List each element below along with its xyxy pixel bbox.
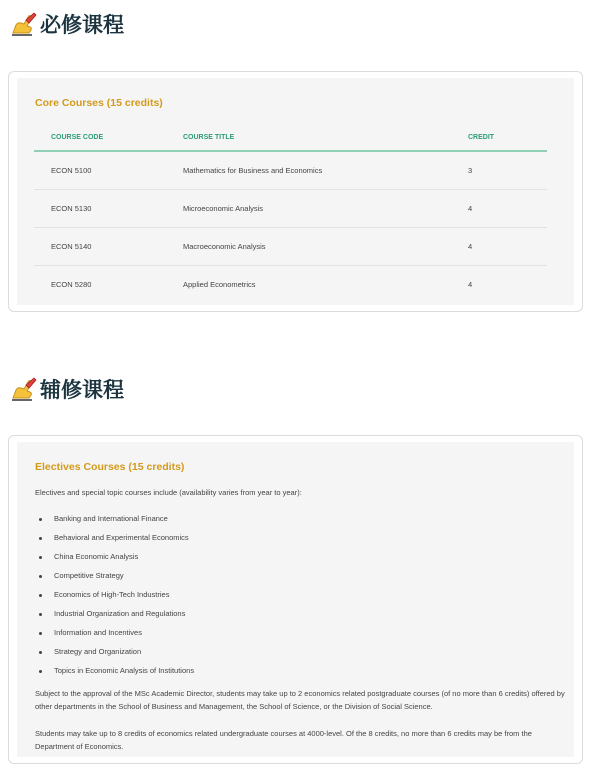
course-title: Applied Econometrics (183, 279, 256, 289)
core-courses-title: Core Courses (15 credits) (35, 97, 163, 109)
list-item-label: Information and Incentives (54, 628, 142, 637)
table-header-row (34, 125, 547, 151)
list-item (35, 666, 194, 685)
elective-intro-text: Electives and special topic courses include (availability varies from year to year): (35, 488, 302, 497)
core-courses-panel (17, 78, 574, 305)
bullet-icon (39, 537, 42, 540)
column-header-credit: CREDIT (451, 125, 547, 151)
writing-hand-icon (10, 376, 38, 402)
table-row (34, 151, 547, 189)
course-credit: 4 (468, 279, 473, 289)
elective-courses-card (8, 435, 583, 764)
bullet-icon (39, 518, 42, 521)
course-code: ECON 5100 (34, 151, 166, 189)
course-code: ECON 5140 (34, 227, 166, 265)
course-code: ECON 5280 (51, 279, 92, 289)
list-item (35, 552, 194, 571)
table-row (34, 189, 547, 227)
elective-list (35, 514, 194, 685)
course-credit: 4 (451, 227, 547, 265)
undergraduate-policy-text: Students may take up to 8 credits of economics related undergraduate courses at 4000-level. Of the 8 credits, no more than 6 credits may be from the Department of Economics. (35, 729, 532, 751)
table-row (34, 265, 547, 303)
elective-courses-title: Electives Courses (15 credits) (35, 461, 185, 473)
elective-section-heading (10, 374, 124, 404)
course-title: Macroeconomic Analysis (166, 227, 451, 265)
elective-section-title: 辅修课程 (40, 378, 124, 402)
course-title: Microeconomic Analysis (166, 189, 451, 227)
course-credit: 4 (451, 189, 547, 227)
list-item-label: China Economic Analysis (54, 552, 139, 561)
bullet-icon (39, 575, 42, 578)
column-header-title: COURSE TITLE (166, 125, 451, 151)
writing-hand-icon (10, 11, 38, 37)
list-item (35, 514, 194, 533)
bullet-icon (39, 613, 42, 616)
list-item (35, 609, 194, 628)
list-item-label: Topics in Economic Analysis of Institutions (54, 666, 195, 675)
course-credit: 3 (451, 151, 547, 189)
core-section-heading (10, 9, 124, 39)
elective-courses-panel (17, 442, 574, 757)
table-row (34, 227, 547, 265)
course-code: ECON 5130 (34, 189, 166, 227)
list-item (35, 533, 194, 552)
list-item-label: Strategy and Organization (54, 647, 142, 656)
course-title: Mathematics for Business and Economics (166, 151, 451, 189)
core-courses-table (34, 125, 547, 303)
list-item-label: Industrial Organization and Regulations (54, 609, 186, 618)
list-item (35, 571, 194, 590)
column-header-code: COURSE CODE (34, 125, 166, 151)
postgraduate-policy-text: Subject to the approval of the MSc Academic Director, students may take up to 2 economics related postgraduate courses (of no more than 6 credits) offered by other departments in the School of Business and Management, the School of Science, or the Division of Social Science. (35, 689, 565, 711)
bullet-icon (39, 651, 42, 654)
bullet-icon (39, 556, 42, 559)
core-section-title: 必修课程 (40, 13, 124, 37)
list-item-label: Banking and International Finance (54, 514, 168, 523)
bullet-icon (39, 632, 42, 635)
list-item (35, 647, 194, 666)
list-item-label: Competitive Strategy (54, 571, 124, 580)
list-item-label: Behavioral and Experimental Economics (54, 533, 189, 542)
core-courses-card (8, 71, 583, 312)
bullet-icon (39, 670, 42, 673)
list-item (35, 628, 194, 647)
list-item-label: Economics of High-Tech Industries (54, 590, 170, 599)
bullet-icon (39, 594, 42, 597)
list-item (35, 590, 194, 609)
